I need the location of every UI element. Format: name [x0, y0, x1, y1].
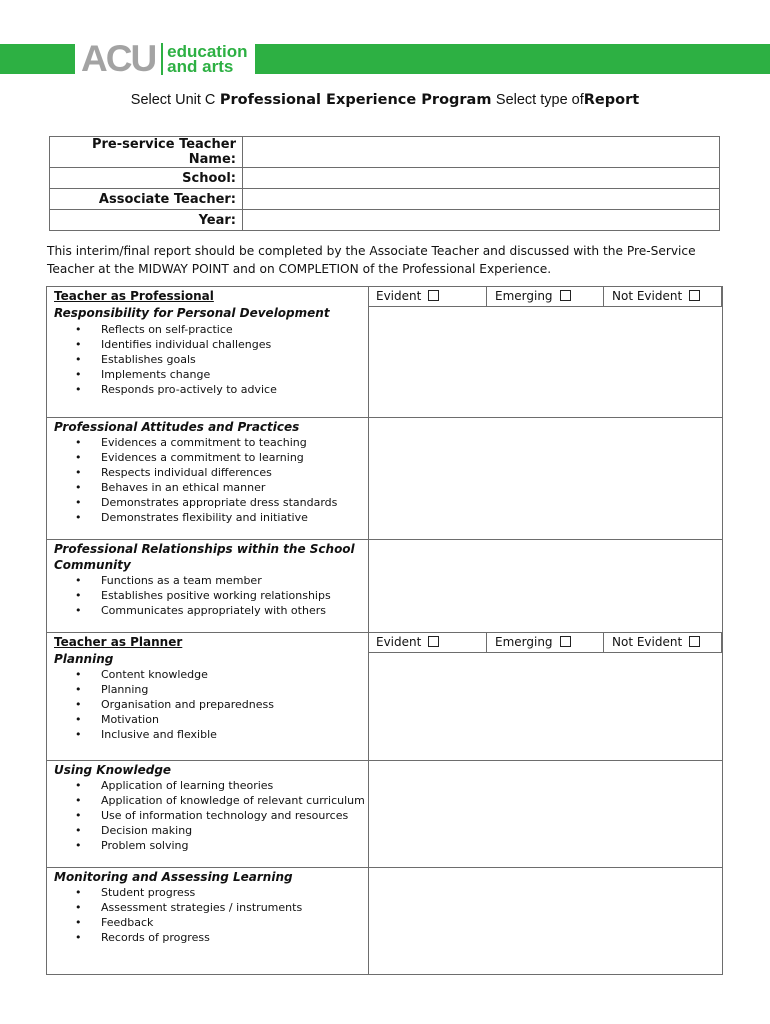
year-field[interactable]: [243, 210, 720, 231]
list-item: • Student progress: [101, 885, 368, 900]
header-divider: [368, 306, 722, 307]
list-item: • Evidences a commitment to teaching: [101, 435, 368, 450]
evident-checkbox[interactable]: [428, 290, 439, 301]
list-item: • Content knowledge: [101, 667, 368, 682]
section-title: Teacher as Planner: [54, 635, 183, 649]
teacher-info-table: [49, 136, 720, 231]
group-title: Professional Relationships within the School: [54, 542, 355, 556]
group-title: Professional Attitudes and Practices: [54, 420, 300, 434]
info-row-school: [50, 168, 720, 189]
list-item: • Functions as a team member: [101, 573, 368, 588]
list-item: • Establishes positive working relationships: [101, 588, 368, 603]
logo-line1: education: [167, 42, 248, 61]
evident-option[interactable]: [368, 287, 487, 306]
group-title-continued: Community: [54, 558, 131, 572]
unit-select[interactable]: Select Unit C: [130, 92, 216, 108]
list-item: • Establishes goals: [101, 352, 368, 367]
group-title: Planning: [54, 652, 114, 666]
instructions-text: This interim/final report should be completed by the Associate Teacher and discussed with the Pre-Service Teacher at the MIDWAY POINT and on COMPLETION of the Professional Experience.: [47, 244, 696, 276]
teacher-name-field[interactable]: [243, 137, 720, 168]
info-label: Pre-service Teacher Name:: [50, 137, 243, 168]
evident-checkbox[interactable]: [428, 636, 439, 647]
not-evident-label: Not Evident: [612, 635, 683, 649]
associate-teacher-field[interactable]: [243, 189, 720, 210]
list-item: • Communicates appropriately with others: [101, 603, 368, 618]
logo-brand: ACU: [81, 38, 156, 79]
group-title: Monitoring and Assessing Learning: [54, 870, 293, 884]
criteria-list: [47, 573, 368, 618]
criteria-list: [47, 885, 368, 945]
list-item: • Planning: [101, 682, 368, 697]
not-evident-option[interactable]: [604, 633, 722, 652]
info-label: Year:: [50, 210, 243, 231]
list-item: • Evidences a commitment to learning: [101, 450, 368, 465]
list-item: • Behaves in an ethical manner: [101, 480, 368, 495]
header-divider: [368, 652, 722, 653]
not-evident-label: Not Evident: [612, 289, 683, 303]
list-item: • Motivation: [101, 712, 368, 727]
group-using-knowledge: [47, 761, 368, 853]
group-monitoring: [47, 868, 368, 945]
group-attitudes-practices: [47, 418, 368, 525]
info-label: Associate Teacher:: [50, 189, 243, 210]
emerging-label: Emerging: [495, 635, 553, 649]
list-item: • Problem solving: [101, 838, 368, 853]
list-item: • Assessment strategies / instruments: [101, 900, 368, 915]
list-item: • Feedback: [101, 915, 368, 930]
school-field[interactable]: [243, 168, 720, 189]
list-item: • Decision making: [101, 823, 368, 838]
list-item: • Records of progress: [101, 930, 368, 945]
not-evident-checkbox[interactable]: [689, 636, 700, 647]
list-item: • Organisation and preparedness: [101, 697, 368, 712]
emerging-option[interactable]: [487, 287, 604, 306]
list-item: • Inclusive and flexible: [101, 727, 368, 742]
group-personal-development: [47, 287, 368, 397]
emerging-checkbox[interactable]: [560, 636, 571, 647]
list-item: • Identifies individual challenges: [101, 337, 368, 352]
info-label: School:: [50, 168, 243, 189]
professional-section: [46, 286, 723, 633]
program-title: Professional Experience Program: [219, 92, 492, 108]
list-item: • Reflects on self-practice: [101, 322, 368, 337]
not-evident-checkbox[interactable]: [689, 290, 700, 301]
group-planning: [47, 633, 368, 742]
list-item: • Application of knowledge of relevant curriculum: [101, 793, 368, 808]
info-row-associate: [50, 189, 720, 210]
section-title: Teacher as Professional: [54, 289, 214, 303]
not-evident-option[interactable]: [604, 287, 722, 306]
evident-label: Evident: [376, 289, 422, 303]
emerging-label: Emerging: [495, 289, 553, 303]
list-item: • Responds pro-actively to advice: [101, 382, 368, 397]
evident-label: Evident: [376, 635, 422, 649]
report-heading: [0, 92, 770, 108]
criteria-list: [47, 435, 368, 525]
info-row-year: [50, 210, 720, 231]
logo-line2: and arts: [167, 57, 234, 76]
list-item: • Use of information technology and resources: [101, 808, 368, 823]
criteria-list: [47, 778, 368, 853]
group-title: Using Knowledge: [54, 763, 172, 777]
logo-divider: [161, 43, 163, 75]
report-type-select[interactable]: Select type of: [495, 92, 584, 108]
list-item: • Implements change: [101, 367, 368, 382]
criteria-list: [47, 667, 368, 742]
report-label: Report: [583, 92, 640, 108]
emerging-option[interactable]: [487, 633, 604, 652]
evident-option[interactable]: [368, 633, 487, 652]
group-title: Responsibility for Personal Development: [54, 306, 330, 320]
list-item: • Respects individual differences: [101, 465, 368, 480]
criteria-list: [47, 322, 368, 397]
list-item: • Application of learning theories: [101, 778, 368, 793]
emerging-checkbox[interactable]: [560, 290, 571, 301]
acu-logo: [75, 40, 255, 78]
planner-section: [46, 632, 723, 975]
info-row-name: [50, 137, 720, 168]
list-item: • Demonstrates flexibility and initiative: [101, 510, 368, 525]
group-relationships: [47, 540, 368, 618]
list-item: • Demonstrates appropriate dress standards: [101, 495, 368, 510]
logo-words: [167, 44, 247, 74]
